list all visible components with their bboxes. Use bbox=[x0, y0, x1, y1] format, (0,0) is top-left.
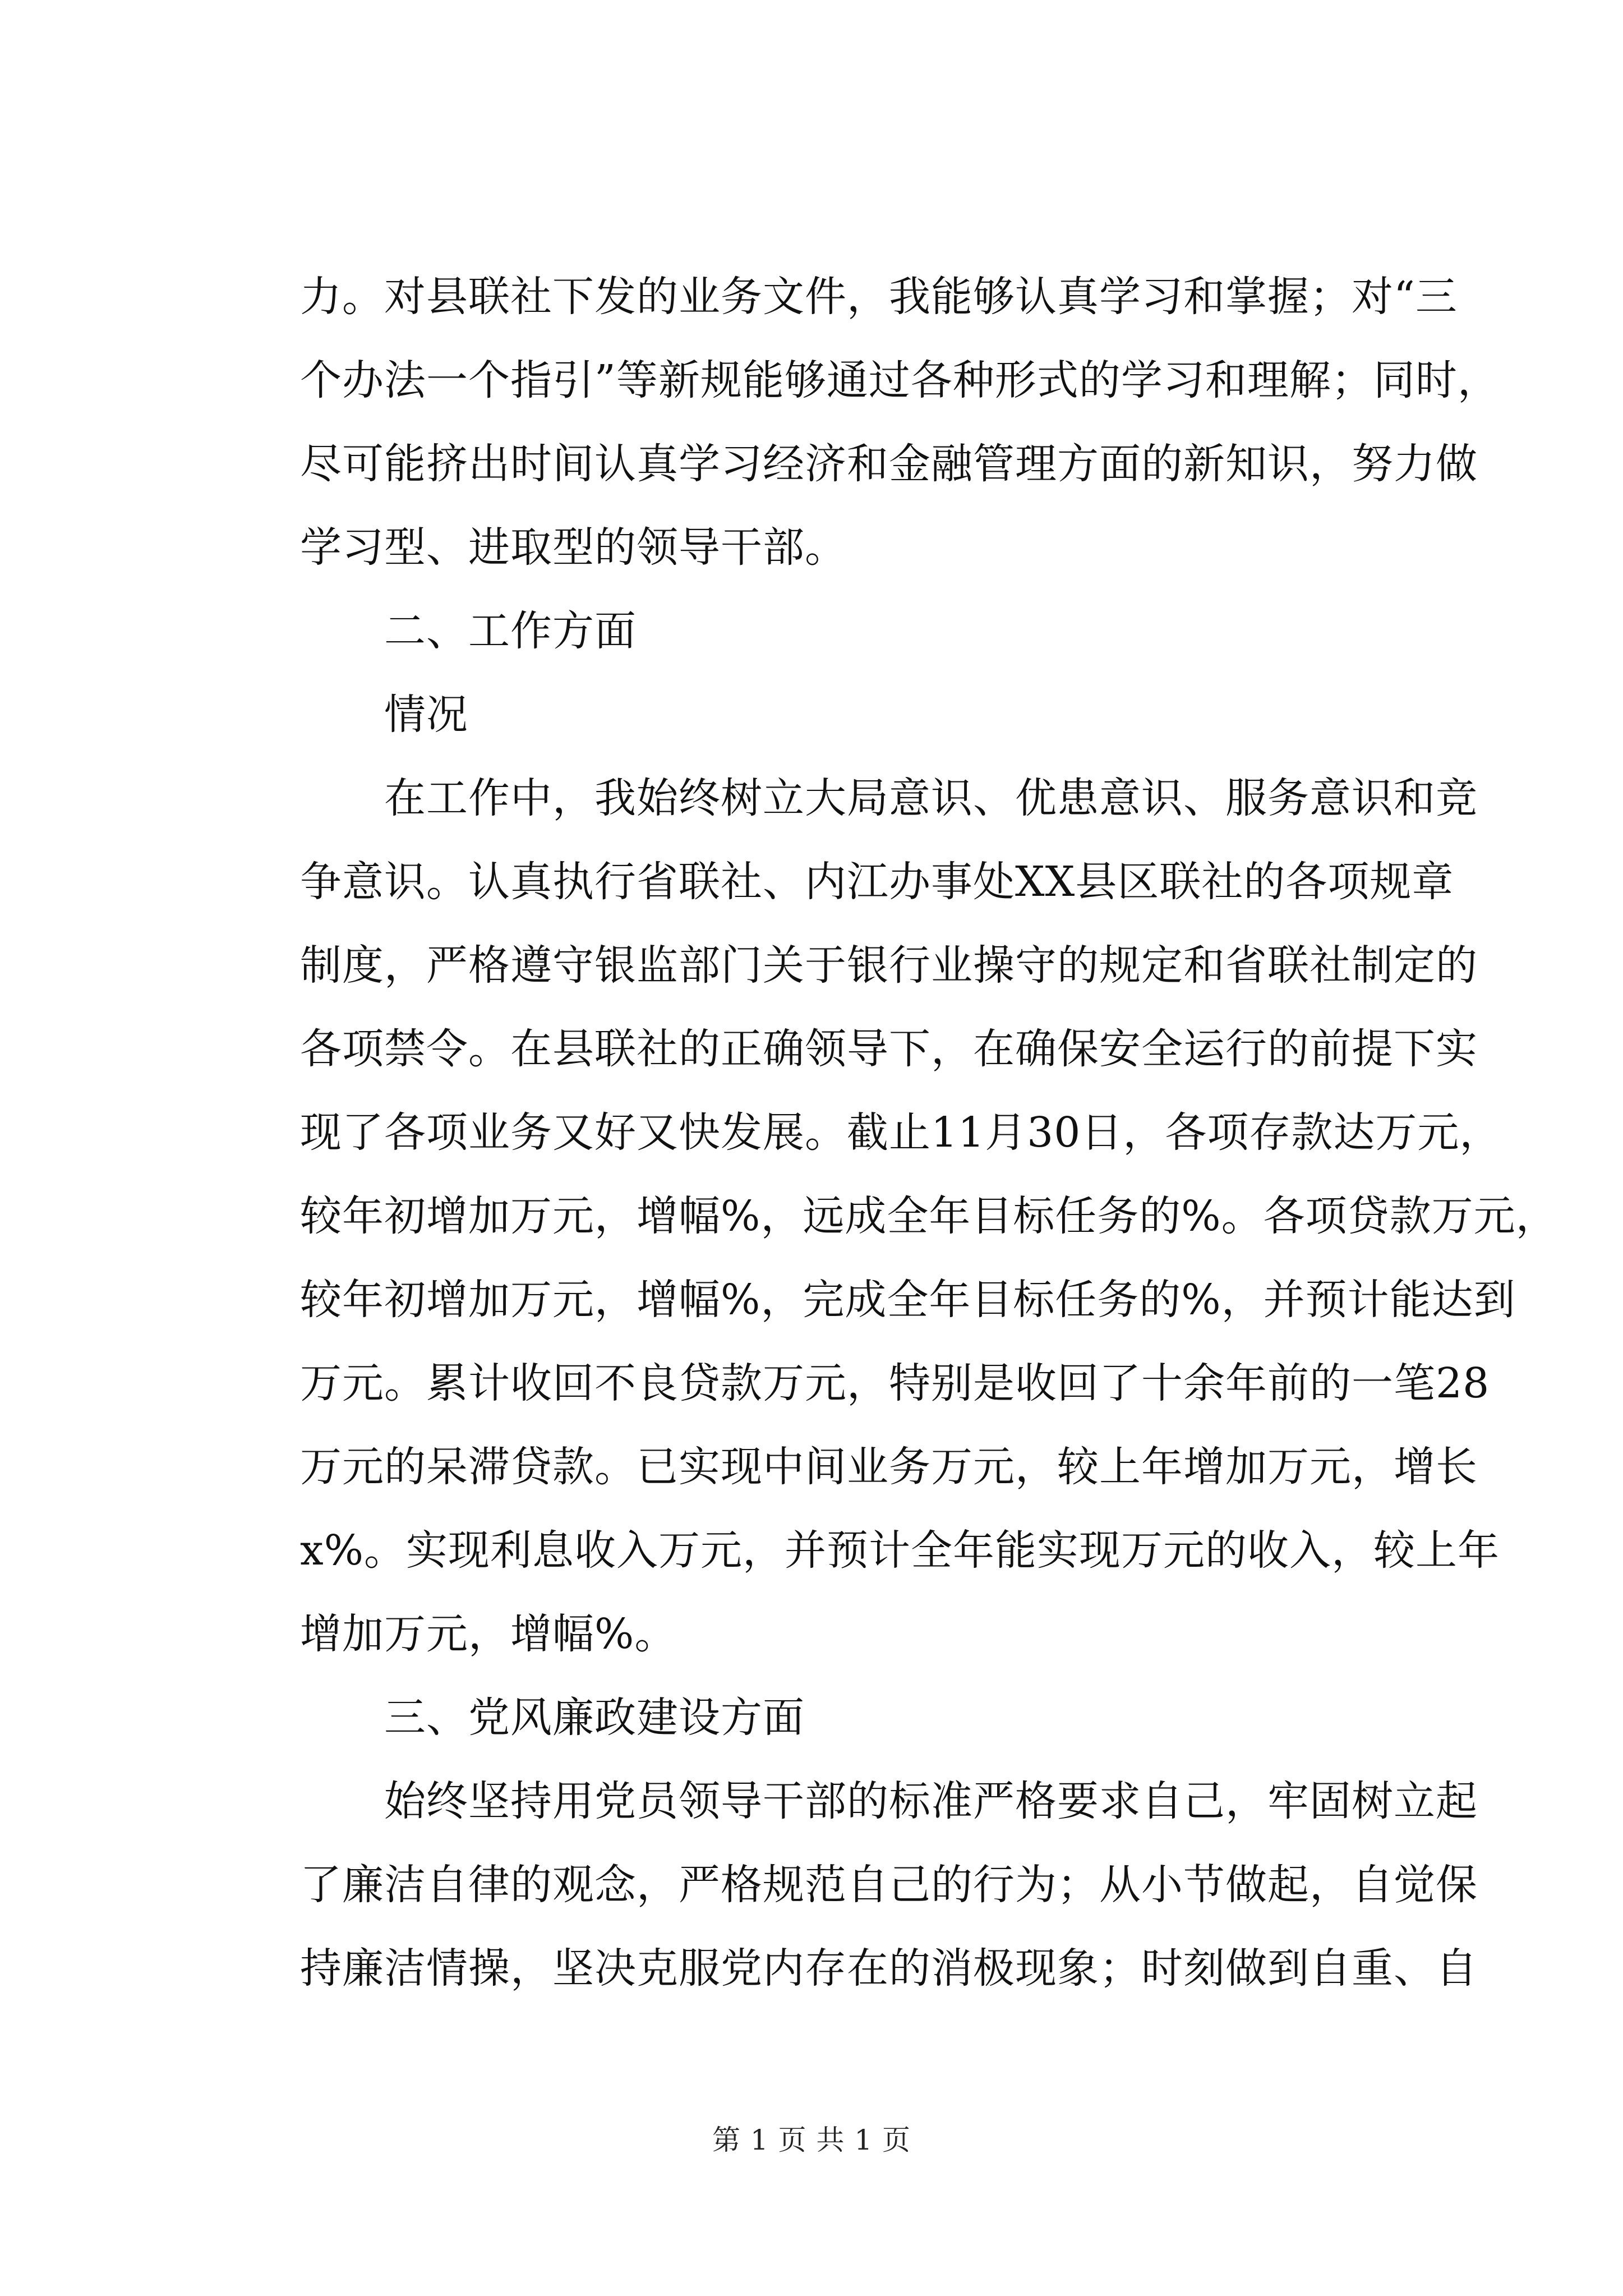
body-line: 增加万元，增幅%。 bbox=[300, 1610, 677, 1658]
body-line: 制度，严格遵守银监部门关于银行业操守的规定和省联社制定的 bbox=[300, 941, 1478, 990]
body-line: 较年初增加万元，增幅%，远成全年目标任务的%。各项贷款万元， bbox=[300, 1192, 1558, 1240]
body-line: 个办法一个指引”等新规能够通过各种形式的学习和理解；同时， bbox=[300, 356, 1500, 404]
body-line: 万元。累计收回不良贷款万元，特别是收回了十余年前的一笔28 bbox=[300, 1359, 1490, 1407]
body-line: 较年初增加万元，增幅%，完成全年目标任务的%，并预计能达到 bbox=[300, 1276, 1516, 1324]
document-body bbox=[300, 255, 1558, 2010]
section-heading-integrity: 三、党风廉政建设方面 bbox=[384, 1694, 805, 1742]
body-line: 争意识。认真执行省联社、内江办事处XX县区联社的各项规章 bbox=[300, 858, 1454, 906]
subheading-situation: 情况 bbox=[384, 691, 468, 739]
body-line: 持廉洁情操，坚决克服党内存在的消极现象；时刻做到自重、自 bbox=[300, 1944, 1478, 1993]
body-line: 始终坚持用党员领导干部的标准严格要求自己，牢固树立起 bbox=[384, 1777, 1478, 1825]
body-line: 各项禁令。在县联社的正确领导下，在确保安全运行的前提下实 bbox=[300, 1025, 1478, 1073]
section-heading-work: 二、工作方面 bbox=[384, 607, 637, 655]
body-line: 学习型、进取型的领导干部。 bbox=[300, 523, 847, 572]
body-line: 现了各项业务又好又快发展。截止11月30日，各项存款达万元， bbox=[300, 1108, 1502, 1157]
body-line: x%。实现利息收入万元，并预计全年能实现万元的收入，较上年 bbox=[300, 1526, 1500, 1575]
body-line: 在工作中，我始终树立大局意识、优患意识、服务意识和竞 bbox=[384, 774, 1478, 822]
body-line: 尽可能挤出时间认真学习经济和金融管理方面的新知识，努力做 bbox=[300, 440, 1478, 488]
page-footer: 第 1 页 共 1 页 bbox=[712, 2124, 911, 2156]
body-line: 力。对县联社下发的业务文件，我能够认真学习和掌握；对“三 bbox=[300, 273, 1458, 321]
body-line: 了廉洁自律的观念，严格规范自己的行为；从小节做起，自觉保 bbox=[300, 1861, 1478, 1909]
body-line: 万元的呆滞贷款。已实现中间业务万元，较上年增加万元，增长 bbox=[300, 1443, 1478, 1491]
